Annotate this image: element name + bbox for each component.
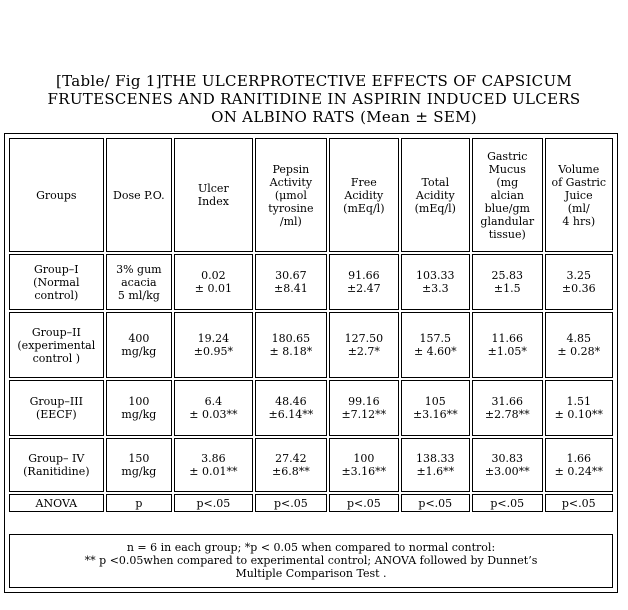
header-cell: Groups <box>9 138 104 252</box>
table-cell: 150 mg/kg <box>106 438 172 492</box>
table-cell: 3.86 ± 0.01** <box>174 438 253 492</box>
header-cell: Pepsin Activity (μmol tyrosine /ml) <box>255 138 327 252</box>
table-cell: 100 mg/kg <box>106 380 172 436</box>
table-row <box>9 312 613 378</box>
header-cell: Total Acidity (mEq/l) <box>401 138 470 252</box>
table-cell: 1.66 ± 0.24** <box>545 438 614 492</box>
table-cell: 27.42 ±6.8** <box>255 438 327 492</box>
table-row <box>9 438 613 492</box>
table-row <box>9 254 613 310</box>
table-cell: 4.85 ± 0.28* <box>545 312 614 378</box>
footnote <box>9 534 613 588</box>
footnote-line-1: n = 6 in each group; *p < 0.05 when compared to normal control: <box>126 541 496 554</box>
anova-cell: ANOVA <box>9 494 104 512</box>
header-cell: Free Acidity (mEq/l) <box>329 138 398 252</box>
table-cell: 3.25 ±0.36 <box>545 254 614 310</box>
title-line-1: [Table/ Fig 1]THE ULCERPROTECTIVE EFFECTS OF CAPSICUM <box>55 72 573 90</box>
anova-cell: p<.05 <box>329 494 398 512</box>
table-cell: Group–I (Normal control) <box>9 254 104 310</box>
anova-cell: p <box>106 494 172 512</box>
header-cell: Dose P.O. <box>106 138 172 252</box>
table-cell: 99.16 ±7.12** <box>329 380 398 436</box>
table-cell: 30.67 ±8.41 <box>255 254 327 310</box>
header-cell: Gastric Mucus (mg alcian blue/gm glandular tissue) <box>472 138 542 252</box>
anova-cell: p<.05 <box>255 494 327 512</box>
table-title <box>0 72 628 126</box>
anova-row <box>9 494 613 512</box>
title-line-3: ON ALBINO RATS (Mean ± SEM) <box>211 108 477 126</box>
table-cell: 138.33 ±1.6** <box>401 438 470 492</box>
table-cell: 105 ±3.16** <box>401 380 470 436</box>
anova-cell: p<.05 <box>472 494 542 512</box>
anova-cell: p<.05 <box>401 494 470 512</box>
table-row <box>9 380 613 436</box>
table-cell: 0.02 ± 0.01 <box>174 254 253 310</box>
table-cell: 91.66 ±2.47 <box>329 254 398 310</box>
footnote-line-2: ** p <0.05when compared to experimental control; ANOVA followed by Dunnet’s <box>84 554 538 567</box>
anova-cell: p<.05 <box>545 494 614 512</box>
title-line-2: FRUTESCENES AND RANITIDINE IN ASPIRIN INDUCED ULCERS <box>47 90 581 108</box>
table-cell: 180.65 ± 8.18* <box>255 312 327 378</box>
table-cell: 157.5 ± 4.60* <box>401 312 470 378</box>
table-cell: 103.33 ±3.3 <box>401 254 470 310</box>
table-cell: Group–III (EECF) <box>9 380 104 436</box>
table-cell: Group– IV (Ranitidine) <box>9 438 104 492</box>
footnote-line-3: Multiple Comparison Test . <box>235 567 387 580</box>
table-cell: 11.66 ±1.05* <box>472 312 542 378</box>
header-cell: Volume of Gastric Juice (ml/ 4 hrs) <box>545 138 614 252</box>
table-cell: Group–II (experimental control ) <box>9 312 104 378</box>
table-cell: 30.83 ±3.00** <box>472 438 542 492</box>
header-cell: Ulcer Index <box>174 138 253 252</box>
table-cell: 6.4 ± 0.03** <box>174 380 253 436</box>
results-table <box>7 136 615 514</box>
table-cell: 19.24 ±0.95* <box>174 312 253 378</box>
table-cell: 31.66 ±2.78** <box>472 380 542 436</box>
table-cell: 3% gum acacia 5 ml/kg <box>106 254 172 310</box>
table-cell: 1.51 ± 0.10** <box>545 380 614 436</box>
table-cell: 25.83 ±1.5 <box>472 254 542 310</box>
table-cell: 127.50 ±2.7* <box>329 312 398 378</box>
table-cell: 400 mg/kg <box>106 312 172 378</box>
table-cell: 100 ±3.16** <box>329 438 398 492</box>
header-row <box>9 138 613 252</box>
anova-cell: p<.05 <box>174 494 253 512</box>
table-cell: 48.46 ±6.14** <box>255 380 327 436</box>
